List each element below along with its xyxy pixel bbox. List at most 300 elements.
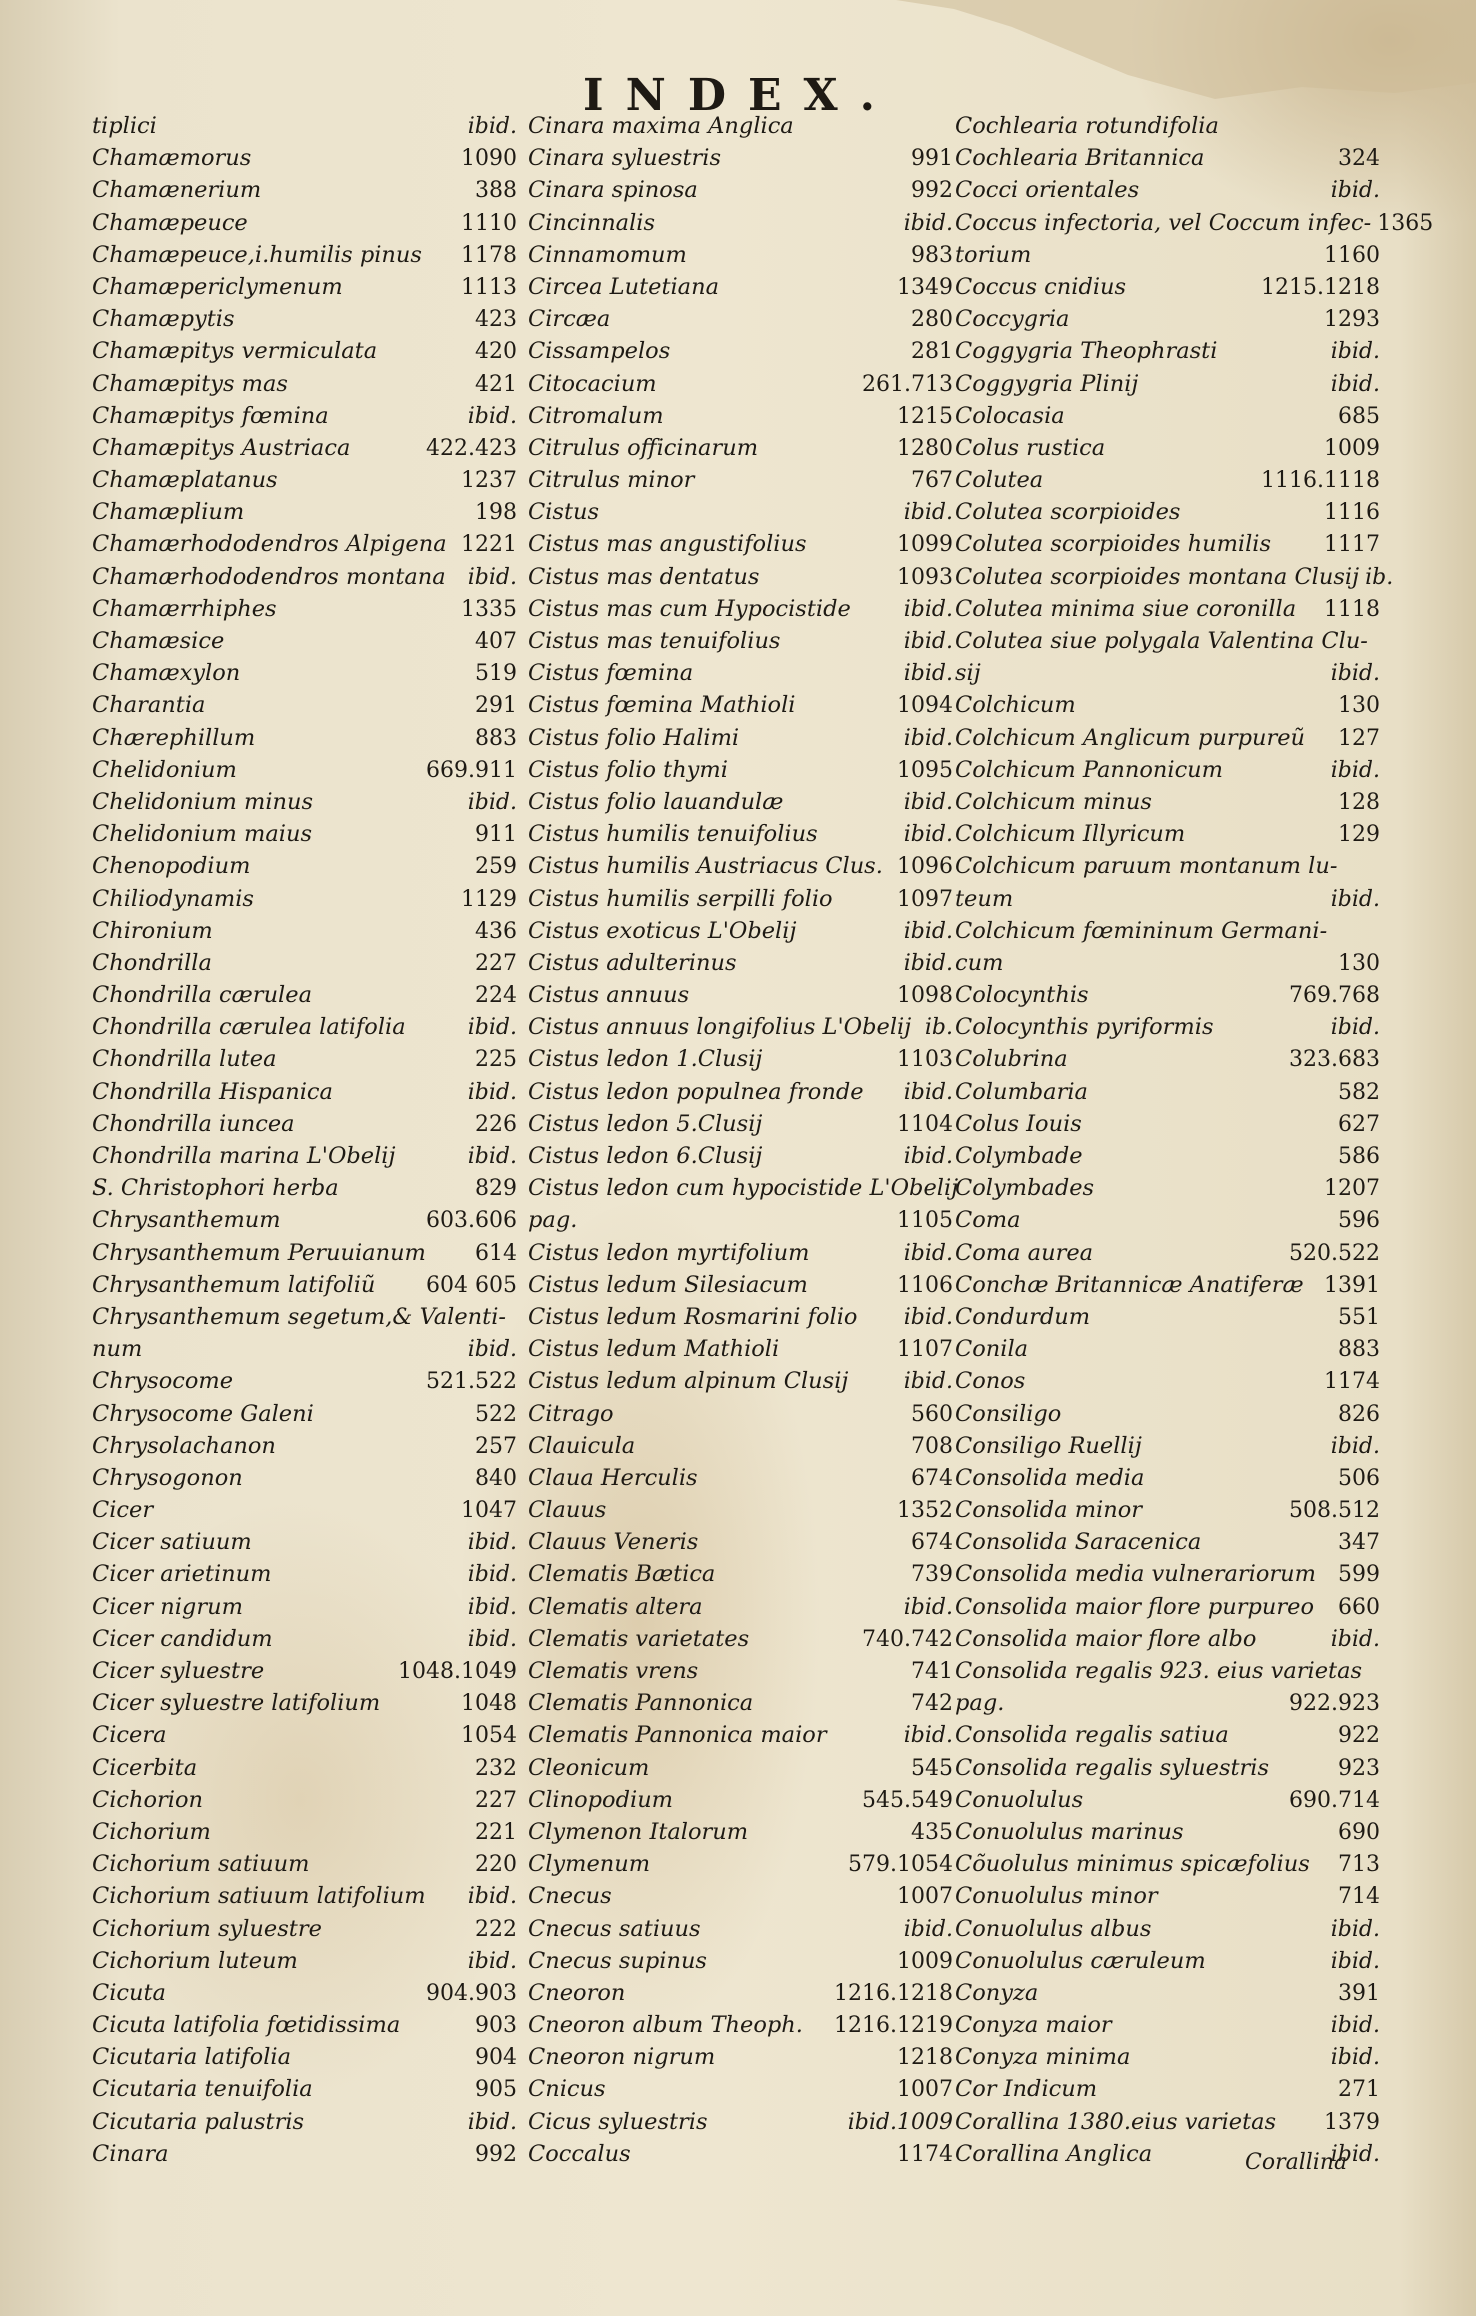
index-entry bbox=[92, 1140, 517, 1172]
entry-name: Consiligo Ruellij bbox=[955, 1432, 1142, 1459]
index-entry bbox=[92, 2073, 517, 2105]
entry-page: ibid. bbox=[1330, 178, 1380, 204]
index-entry bbox=[955, 1140, 1380, 1172]
entry-name: Chamæplium bbox=[92, 499, 245, 526]
entry-name: Cicer candidum bbox=[92, 1625, 273, 1652]
index-entry bbox=[528, 1558, 953, 1590]
entry-page: 742 bbox=[911, 1691, 953, 1717]
entry-page: 520.522 bbox=[1289, 1240, 1380, 1266]
entry-page: ibid. bbox=[903, 1916, 953, 1942]
entry-name: Colymbade bbox=[955, 1143, 1083, 1169]
entry-name: Chamæpitys mas bbox=[92, 370, 288, 397]
index-entry bbox=[92, 1558, 517, 1590]
entry-name: Clauus bbox=[528, 1497, 607, 1524]
index-entry bbox=[92, 174, 517, 206]
entry-name: Cichorium satiuum latifolium bbox=[92, 1883, 426, 1910]
entry-page: 614 bbox=[475, 1240, 517, 1266]
entry-name: Cistus mas angustifolius bbox=[528, 531, 807, 558]
entry-page: 1104 bbox=[897, 1111, 953, 1137]
entry-name: Chamæpericlymenum bbox=[92, 273, 343, 300]
entry-page: ibid. bbox=[467, 1626, 517, 1652]
index-entry bbox=[955, 657, 1380, 689]
entry-page: ibid.1009 bbox=[847, 2109, 953, 2135]
entry-page: 1379 bbox=[1324, 2109, 1380, 2135]
index-entry bbox=[528, 1687, 953, 1719]
entry-page: ibid. bbox=[1330, 2141, 1380, 2167]
index-entry bbox=[955, 1237, 1380, 1269]
index-entry bbox=[955, 1784, 1380, 1816]
entry-page: 903 bbox=[475, 2013, 517, 2039]
index-entry bbox=[528, 689, 953, 721]
entry-name: Citrago bbox=[528, 1400, 614, 1427]
index-entry bbox=[528, 1848, 953, 1880]
entry-name: tiplici bbox=[92, 113, 157, 139]
index-entry bbox=[955, 303, 1380, 335]
entry-page: 1009 bbox=[897, 1948, 953, 1974]
index-entry bbox=[528, 1623, 953, 1655]
index-entry bbox=[92, 1816, 517, 1848]
index-entry bbox=[528, 1752, 953, 1784]
entry-page: 1160 bbox=[1324, 242, 1380, 268]
entry-page: 674 bbox=[911, 1465, 953, 1491]
index-entry bbox=[528, 335, 953, 367]
entry-name: Chrysanthemum bbox=[92, 1207, 281, 1234]
entry-page: ibid. bbox=[467, 1144, 517, 1169]
entry-name: Colocynthis pyriformis bbox=[955, 1014, 1214, 1041]
entry-page: 436 bbox=[475, 918, 517, 944]
entry-name: Coccalus bbox=[528, 2140, 631, 2167]
index-entry bbox=[955, 207, 1434, 239]
index-entry bbox=[528, 1269, 953, 1301]
index-entry bbox=[955, 1043, 1380, 1075]
index-entry bbox=[955, 271, 1380, 303]
entry-name: Circea Lutetiana bbox=[528, 273, 719, 300]
index-entry bbox=[92, 1398, 517, 1430]
index-entry bbox=[955, 174, 1380, 206]
entry-name: Colchicum paruum montanum lu- bbox=[955, 853, 1338, 880]
entry-name: cum bbox=[955, 949, 1004, 976]
entry-name: Chironium bbox=[92, 917, 213, 944]
entry-page: 1106 bbox=[897, 1272, 953, 1298]
entry-name: Consolida maior flore albo bbox=[955, 1625, 1257, 1652]
entry-page: 829 bbox=[475, 1176, 517, 1202]
index-entry bbox=[955, 1880, 1380, 1912]
entry-name: Cicer nigrum bbox=[92, 1593, 243, 1620]
entry-page: ibid. bbox=[1330, 2013, 1380, 2039]
entry-name: Cichorium luteum bbox=[92, 1947, 298, 1974]
entry-name: Chrysolachanon bbox=[92, 1432, 276, 1459]
entry-name: S. Christophori herba bbox=[92, 1175, 339, 1202]
index-entry bbox=[528, 786, 953, 818]
entry-page: 911 bbox=[475, 822, 517, 848]
index-entry bbox=[528, 2073, 953, 2105]
entry-name: Cicer syluestre latifolium bbox=[92, 1690, 381, 1717]
index-entry bbox=[955, 464, 1380, 496]
entry-page: ibid. bbox=[467, 1015, 517, 1041]
entry-name: Claua Herculis bbox=[528, 1464, 698, 1491]
index-entry bbox=[528, 174, 953, 206]
entry-name: Colchicum fœmininum Germani- bbox=[955, 917, 1328, 944]
entry-page: 923 bbox=[1338, 1755, 1380, 1781]
entry-name: Consolida regalis 923. eius varietas bbox=[955, 1658, 1363, 1684]
index-entry bbox=[528, 303, 953, 335]
index-entry bbox=[955, 593, 1380, 625]
entry-name: Chrysanthemum segetum,& Valenti- bbox=[92, 1303, 507, 1330]
index-entry bbox=[92, 2041, 517, 2073]
entry-name: Cistus fœmina Mathioli bbox=[528, 692, 796, 719]
entry-name: Cistus ledon 5.Clusij bbox=[528, 1110, 763, 1137]
entry-page: ibid. bbox=[903, 1723, 953, 1749]
index-entry bbox=[955, 915, 1380, 947]
entry-name: Coggygria Theophrasti bbox=[955, 338, 1218, 365]
index-entry bbox=[92, 528, 517, 560]
entry-name: Conyza maior bbox=[955, 2012, 1112, 2039]
entry-name: Cicuta bbox=[92, 1979, 166, 2006]
index-entry bbox=[528, 722, 953, 754]
entry-name: Chamærhododendros montana bbox=[92, 563, 446, 590]
index-entry bbox=[955, 1526, 1380, 1558]
entry-name: Conyza bbox=[955, 1979, 1039, 2006]
entry-name: Cnecus satiuus bbox=[528, 1915, 701, 1942]
entry-name: Chamæmorus bbox=[92, 145, 252, 172]
entry-name: Clauicula bbox=[528, 1432, 636, 1459]
index-entry bbox=[528, 1398, 953, 1430]
entry-page: 280 bbox=[911, 307, 953, 333]
entry-name: Chamæpitys fœmina bbox=[92, 402, 329, 429]
entry-page: ibid. bbox=[1330, 1433, 1380, 1459]
entry-name: Clematis Pannonica maior bbox=[528, 1722, 827, 1749]
entry-name: Cistus fœmina bbox=[528, 660, 694, 687]
index-entry bbox=[528, 561, 953, 593]
entry-page: ibid. bbox=[903, 822, 953, 848]
entry-page: ibid. bbox=[1330, 1015, 1380, 1041]
entry-page: ibid. bbox=[467, 1884, 517, 1910]
index-entry bbox=[955, 2106, 1380, 2138]
index-entry bbox=[92, 625, 517, 657]
entry-page: 225 bbox=[475, 1047, 517, 1073]
entry-page: 224 bbox=[475, 983, 517, 1009]
entry-name: Coma aurea bbox=[955, 1239, 1094, 1266]
entry-page: 519 bbox=[475, 661, 517, 687]
index-entry bbox=[92, 915, 517, 947]
index-entry bbox=[92, 239, 517, 271]
entry-page: 323.683 bbox=[1289, 1047, 1380, 1073]
entry-page: 324 bbox=[1338, 146, 1380, 172]
entry-name: Citocacium bbox=[528, 370, 657, 397]
entry-name: Charantia bbox=[92, 692, 206, 719]
entry-page: 586 bbox=[1338, 1144, 1380, 1169]
entry-name: Clauus Veneris bbox=[528, 1529, 699, 1556]
entry-page: 227 bbox=[475, 1787, 517, 1813]
entry-name: Chamærhododendros Alpigena bbox=[92, 531, 447, 558]
entry-page: ibid. bbox=[1330, 1948, 1380, 1974]
index-entry bbox=[528, 947, 953, 979]
entry-name: Cichorium syluestre bbox=[92, 1915, 322, 1942]
entry-name: Chelidonium minus bbox=[92, 788, 314, 815]
index-entry bbox=[528, 110, 953, 142]
index-entry bbox=[955, 818, 1380, 850]
entry-page: ibid. bbox=[903, 210, 953, 236]
entry-page: ibid. bbox=[1330, 1916, 1380, 1942]
entry-name: Cicer arietinum bbox=[92, 1561, 272, 1588]
entry-page: ibid. bbox=[467, 1530, 517, 1556]
index-entry bbox=[528, 400, 953, 432]
index-entry bbox=[92, 496, 517, 528]
index-entry bbox=[528, 1913, 953, 1945]
entry-page: ibid. bbox=[903, 1144, 953, 1169]
index-entry bbox=[92, 979, 517, 1011]
index-entry bbox=[528, 1011, 953, 1043]
entry-name: Cistus folio thymi bbox=[528, 756, 728, 783]
entry-name: Colus rustica bbox=[955, 434, 1106, 461]
index-entry bbox=[528, 368, 953, 400]
entry-name: Chærephillum bbox=[92, 724, 256, 751]
entry-page: 904 bbox=[475, 2045, 517, 2071]
entry-name: Conos bbox=[955, 1368, 1026, 1395]
entry-name: Consolida media vulnerariorum bbox=[955, 1561, 1316, 1588]
entry-page: 521.522 bbox=[426, 1369, 517, 1395]
index-entry bbox=[528, 1140, 953, 1172]
entry-page: ibid. bbox=[467, 789, 517, 815]
entry-name: Consolida minor bbox=[955, 1497, 1143, 1524]
entry-page: 883 bbox=[1338, 1337, 1380, 1363]
index-entry bbox=[528, 625, 953, 657]
entry-name: Chondrilla lutea bbox=[92, 1046, 277, 1073]
entry-name: Chiliodynamis bbox=[92, 885, 254, 912]
index-entry bbox=[955, 979, 1380, 1011]
entry-name: Cicer satiuum bbox=[92, 1529, 252, 1556]
index-entry bbox=[955, 1687, 1380, 1719]
entry-name: Conuolulus marinus bbox=[955, 1818, 1184, 1845]
index-entry bbox=[528, 1333, 953, 1365]
entry-name: Cistus folio lauandulæ bbox=[528, 788, 784, 815]
index-entry bbox=[92, 1848, 517, 1880]
entry-name: Cistus mas dentatus bbox=[528, 563, 760, 590]
index-entry bbox=[955, 1269, 1380, 1301]
entry-name: Colutea siue polygala Valentina Clu- bbox=[955, 628, 1368, 654]
entry-name: Cicuta latifolia fœtidissima bbox=[92, 2012, 401, 2039]
index-entry bbox=[955, 1913, 1380, 1945]
index-entry bbox=[955, 561, 1394, 593]
index-entry bbox=[955, 1494, 1380, 1526]
index-entry bbox=[528, 1784, 953, 1816]
entry-page: ibid. bbox=[903, 596, 953, 622]
entry-name: Chondrilla marina L'Obelij bbox=[92, 1143, 396, 1169]
entry-name: Chamæpitys Austriaca bbox=[92, 434, 351, 461]
entry-page: 1280 bbox=[897, 435, 953, 461]
entry-name: Clymenum bbox=[528, 1851, 651, 1878]
entry-name: Cincinnalis bbox=[528, 209, 656, 236]
entry-page: 603.606 bbox=[426, 1208, 517, 1234]
index-entry bbox=[955, 2009, 1380, 2041]
entry-name: Consolida maior flore purpureo bbox=[955, 1593, 1315, 1620]
entry-page: 221 bbox=[475, 1819, 517, 1845]
entry-page: 422.423 bbox=[426, 435, 517, 461]
entry-name: Cistus mas cum Hypocistide bbox=[528, 595, 851, 622]
entry-page: 767 bbox=[911, 468, 953, 494]
entry-page: 291 bbox=[475, 693, 517, 719]
index-entry bbox=[955, 1977, 1380, 2009]
entry-page: ibid. bbox=[467, 2109, 517, 2135]
entry-page: 992 bbox=[911, 178, 953, 204]
entry-name: Chondrilla iuncea bbox=[92, 1110, 295, 1137]
entry-page: 1007 bbox=[897, 2077, 953, 2103]
page-title: INDEX. bbox=[583, 70, 897, 121]
entry-name: Colchicum Anglicum purpureũ bbox=[955, 724, 1306, 751]
entry-page: 127 bbox=[1338, 725, 1380, 751]
entry-name: Coccus cnidius bbox=[955, 273, 1127, 300]
entry-page: 1110 bbox=[461, 210, 517, 236]
index-entry bbox=[528, 1365, 953, 1397]
entry-name: Chamæpytis bbox=[92, 306, 235, 333]
entry-name: Cneoron bbox=[528, 1979, 626, 2006]
entry-page: ibid. bbox=[467, 1079, 517, 1105]
index-entry bbox=[92, 850, 517, 882]
entry-page: 271 bbox=[1338, 2077, 1380, 2103]
index-entry bbox=[92, 1269, 517, 1301]
entry-page: 1099 bbox=[897, 532, 953, 558]
index-entry bbox=[92, 786, 517, 818]
entry-page: 1216.1219 bbox=[834, 2013, 953, 2039]
entry-name: Conchæ Britannicæ Anatiferæ bbox=[955, 1271, 1304, 1298]
entry-page: 423 bbox=[475, 307, 517, 333]
entry-page: 1237 bbox=[461, 468, 517, 494]
index-entry bbox=[92, 1108, 517, 1140]
entry-name: Chamæxylon bbox=[92, 660, 241, 687]
entry-name: Chondrilla bbox=[92, 949, 212, 976]
entry-page: 922.923 bbox=[1289, 1691, 1380, 1717]
entry-page: 1221 bbox=[461, 532, 517, 558]
entry-page: 769.768 bbox=[1289, 983, 1380, 1009]
index-entry bbox=[92, 1719, 517, 1751]
index-entry bbox=[955, 335, 1380, 367]
index-entry bbox=[955, 1752, 1380, 1784]
index-entry bbox=[955, 2073, 1380, 2105]
index-entry bbox=[528, 1526, 953, 1558]
entry-page: 220 bbox=[475, 1852, 517, 1878]
entry-page: 1009 bbox=[1324, 435, 1380, 461]
entry-name: Cnecus bbox=[528, 1883, 612, 1910]
entry-page: ibid. bbox=[903, 1594, 953, 1620]
index-entry bbox=[92, 207, 517, 239]
entry-page: 1116 bbox=[1324, 500, 1380, 526]
entry-page: 1007 bbox=[897, 1884, 953, 1910]
entry-name: Colutea bbox=[955, 467, 1044, 494]
entry-name: Consolida regalis syluestris bbox=[955, 1754, 1270, 1781]
entry-page: 435 bbox=[911, 1819, 953, 1845]
entry-name: Conuolulus albus bbox=[955, 1915, 1152, 1942]
index-entry bbox=[955, 368, 1380, 400]
entry-name: Colutea minima siue coronilla bbox=[955, 595, 1297, 622]
entry-page: 991 bbox=[911, 146, 953, 172]
entry-page: 1215.1218 bbox=[1261, 274, 1380, 300]
entry-name: Clematis varietates bbox=[528, 1625, 750, 1652]
entry-page: ibid. bbox=[903, 1240, 953, 1266]
catchword: Corallina bbox=[1245, 2150, 1348, 2175]
entry-name: Cistus ledum Silesiacum bbox=[528, 1271, 808, 1298]
index-entry bbox=[528, 1655, 953, 1687]
entry-page: 198 bbox=[475, 500, 517, 526]
entry-page: 1097 bbox=[897, 886, 953, 912]
index-entry bbox=[92, 2009, 517, 2041]
entry-name: Condurdum bbox=[955, 1303, 1091, 1330]
entry-page: 883 bbox=[475, 725, 517, 751]
entry-page: 347 bbox=[1338, 1530, 1380, 1556]
entry-name: Cleonicum bbox=[528, 1754, 650, 1781]
index-entry bbox=[955, 239, 1380, 271]
index-column-1 bbox=[92, 110, 517, 2170]
entry-name: Cistus humilis serpilli folio bbox=[528, 885, 833, 912]
index-entry bbox=[92, 303, 517, 335]
entry-name: Cistus folio Halimi bbox=[528, 724, 740, 751]
index-entry bbox=[528, 2138, 953, 2170]
entry-page: ibid. bbox=[1330, 886, 1380, 912]
entry-page: ibid. bbox=[903, 1079, 953, 1105]
entry-page: 1048 bbox=[461, 1691, 517, 1717]
entry-name: Cistus mas tenuifolius bbox=[528, 628, 781, 654]
entry-name: Clematis Bætica bbox=[528, 1561, 716, 1588]
index-entry bbox=[92, 271, 517, 303]
entry-name: Cinnamomum bbox=[528, 241, 687, 268]
entry-page: ibid. bbox=[903, 500, 953, 526]
entry-page: 714 bbox=[1338, 1884, 1380, 1910]
entry-page: 508.512 bbox=[1289, 1498, 1380, 1524]
entry-name: Chrysanthemum latifoliũ bbox=[92, 1271, 376, 1298]
index-entry bbox=[528, 883, 953, 915]
entry-page: 1365 bbox=[1377, 210, 1434, 236]
entry-name: Conuolulus cæruleum bbox=[955, 1947, 1206, 1974]
entry-page: 222 bbox=[475, 1916, 517, 1942]
entry-name: Clematis Pannonica bbox=[528, 1690, 754, 1717]
entry-name: Consolida regalis satiua bbox=[955, 1722, 1229, 1749]
entry-page: ibid. bbox=[1330, 1626, 1380, 1652]
entry-page: 1216.1218 bbox=[834, 1980, 953, 2006]
index-entry bbox=[92, 593, 517, 625]
entry-name: Citrulus minor bbox=[528, 467, 695, 494]
entry-page: 826 bbox=[1338, 1401, 1380, 1427]
entry-page: 281 bbox=[911, 339, 953, 365]
index-entry bbox=[92, 754, 517, 786]
index-entry bbox=[92, 1977, 517, 2009]
entry-name: Consolida Saracenica bbox=[955, 1529, 1202, 1556]
entry-name: Chamærrhiphes bbox=[92, 595, 277, 622]
entry-page: 1129 bbox=[461, 886, 517, 912]
entry-page: 261.713 bbox=[862, 371, 953, 397]
index-entry bbox=[92, 947, 517, 979]
entry-name: Cneoron album Theoph. bbox=[528, 2012, 803, 2039]
entry-name: Chamænerium bbox=[92, 177, 262, 204]
entry-page: 685 bbox=[1338, 403, 1380, 429]
entry-page: 983 bbox=[911, 242, 953, 268]
entry-name: Cistus ledon cum hypocistide L'Obelij bbox=[528, 1175, 959, 1202]
index-entry bbox=[528, 528, 953, 560]
index-entry bbox=[955, 1719, 1380, 1751]
index-entry bbox=[955, 1301, 1380, 1333]
index-entry bbox=[528, 850, 953, 882]
entry-page: 741 bbox=[911, 1659, 953, 1684]
entry-page: ib. bbox=[924, 1015, 953, 1041]
entry-name: Chamæpeuce,i.humilis pinus bbox=[92, 241, 422, 268]
index-entry bbox=[955, 528, 1380, 560]
entry-name: Colutea scorpioides montana Clusij bbox=[955, 563, 1360, 590]
entry-name: Colchicum bbox=[955, 692, 1076, 719]
index-entry bbox=[528, 1108, 953, 1140]
index-entry bbox=[528, 1237, 953, 1269]
entry-page: 421 bbox=[475, 371, 517, 397]
index-entry bbox=[528, 464, 953, 496]
entry-name: Cinara bbox=[92, 2140, 169, 2167]
index-entry bbox=[92, 2138, 517, 2170]
